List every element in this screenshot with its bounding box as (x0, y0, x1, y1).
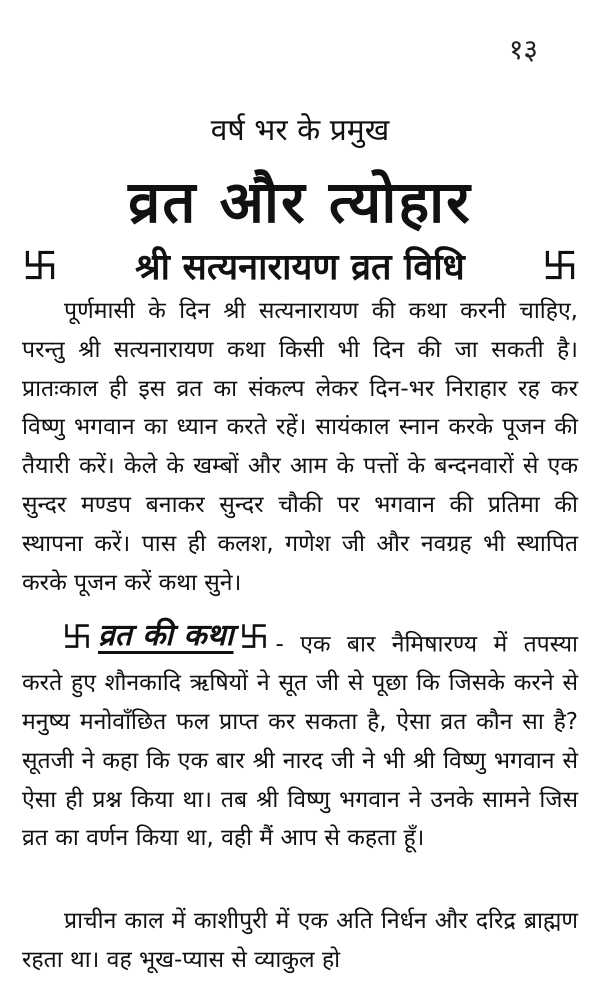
swastika-icon (542, 247, 578, 283)
swastika-icon (22, 247, 58, 283)
story-heading (22, 617, 275, 656)
story-heading-text: व्रत की कथा (98, 618, 234, 653)
page-subtitle: वर्ष भर के प्रमुख (210, 113, 390, 148)
paragraph-vidhi: पूर्णमासी के दिन श्री सत्यनारायण की कथा करनी चाहिए, परन्तु श्री सत्यनारायण कथा किसी भी दिन की जा सकती है। प्रातःकाल ही इस व्रत का संकल्प लेकर दिन-भर निराहार रह कर विष्णु भगवान का ध्यान करते रहें। सायंकाल स्नान करके पूजन की तैयारी करें। केले के खम्बों और आम के पत्तों के बन्दनवारों से एक सुन्दर मण्डप बनाकर सुन्दर चौकी पर भगवान की प्रतिमा की स्थापना करें। पास ही कलश, गणेश जी और नवग्रह भी स्थापित करके पूजन करें कथा सुने। (22, 298, 578, 596)
page-number: १३ (508, 33, 538, 66)
swastika-icon (239, 621, 269, 651)
section-heading (22, 240, 578, 290)
paragraph-brahmin: प्राचीन काल में काशीपुरी में एक अति निर्धन और दरिद्र ब्राह्मण रहता था। वह भूख-प्यास से व्याकुल हो (22, 908, 578, 973)
paragraph-katha-text: - एक बार नैमिषारण्य में तपस्या करते हुए शौनकादि ऋषियों ने सूत जी से पूछा कि जिसके करने से मनुष्य मनोवाँछित फल प्राप्त कर सकता है, ऐसा व्रत कौन सा है? सूतजी ने कहा कि एक बार श्री नारद जी ने भी श्री विष्णु भगवान से ऐसा ही प्रश्न किया था। तब श्री विष्णु भगवान ने उनके सामने जिस व्रत का वर्णन किया था, वही मैं आप से कहता हूँ। (22, 631, 578, 852)
paragraph-katha (22, 617, 578, 858)
section-heading-text: श्री सत्यनारायण व्रत विधि (135, 246, 465, 288)
page-title: व्रत और त्योहार (128, 168, 472, 236)
swastika-icon (62, 621, 92, 651)
